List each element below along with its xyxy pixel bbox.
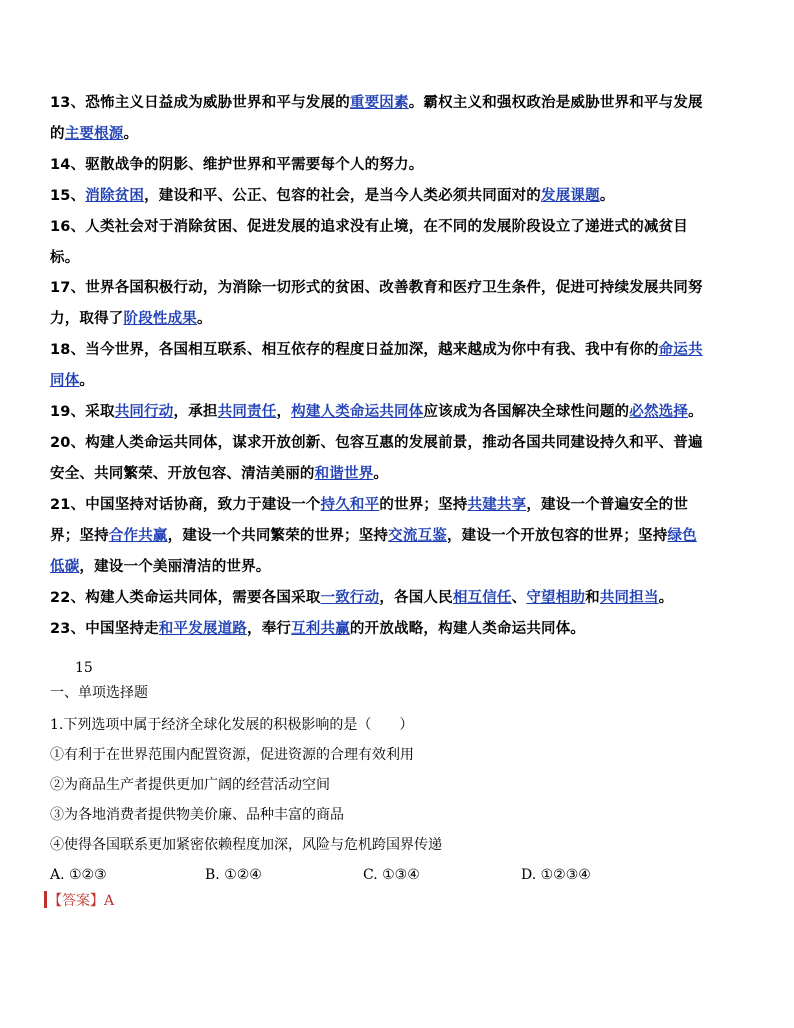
keyword: 互利共赢	[291, 621, 350, 637]
point-text: ，	[276, 404, 292, 420]
point-text: ，奉行	[247, 621, 292, 637]
point-16-line-2	[50, 249, 79, 267]
keyword: 持久和平	[320, 497, 380, 513]
keyword: 构建人类命运共同体	[291, 404, 424, 420]
keyword: 主要根源	[64, 126, 124, 142]
point-14	[50, 156, 423, 174]
point-text: 的世界；坚持	[379, 497, 468, 513]
keyword: 共同责任	[217, 404, 277, 420]
point-number: 23	[50, 621, 71, 637]
point-text: 、驱散战争的阴影、维护世界和平需要每个人的努力。	[70, 157, 424, 173]
section-number: 15	[75, 660, 93, 676]
option-d: D. ①②③④	[521, 867, 591, 883]
point-text: ，建设一个普遍安全的世	[526, 497, 689, 513]
point-text: 力，取得了	[50, 311, 124, 327]
question-item: ②为商品生产者提供更加广阔的经营活动空间	[50, 777, 330, 793]
point-text: ，建设和平、公正、包容的社会，是当今人类必须共同面对的	[144, 188, 542, 204]
keyword: 必然选择	[629, 404, 689, 420]
keyword: 合作共赢	[108, 528, 168, 544]
point-number: 20	[50, 435, 71, 451]
point-text: 。	[197, 311, 212, 327]
point-22	[50, 589, 673, 607]
option-b: B. ①②④	[205, 867, 262, 883]
point-text: ，建设一个开放包容的世界；坚持	[446, 528, 668, 544]
point-13-line-1	[50, 94, 703, 112]
point-text: ，建设一个美丽清洁的世界。	[79, 559, 271, 575]
keyword: 重要因素	[349, 95, 409, 111]
point-text: 、	[70, 188, 86, 204]
keyword: 一致行动	[320, 590, 380, 606]
point-number: 14	[50, 157, 71, 173]
point-text: 、构建人类命运共同体，谋求开放创新、包容互惠的发展前景，推动各国共同建设持久和平、普遍	[70, 435, 703, 451]
point-text: 、构建人类命运共同体，需要各国采取	[70, 590, 321, 606]
keyword: 绿色	[667, 528, 697, 544]
point-number: 15	[50, 188, 71, 204]
keyword: 和谐世界	[314, 466, 374, 482]
point-text: 、中国坚持对话协商，致力于建设一个	[70, 497, 321, 513]
point-18-line-2	[50, 372, 94, 390]
point-text: 、当今世界，各国相互联系、相互依存的程度日益加深，越来越成为你中有我、我中有你的	[70, 342, 659, 358]
option-c: C. ①③④	[363, 867, 420, 883]
question-item: ③为各地消费者提供物美价廉、品种丰富的商品	[50, 807, 344, 823]
keyword: 共同担当	[599, 590, 659, 606]
point-text: 应该成为各国解决全球性问题的	[423, 404, 630, 420]
keyword: 同体	[50, 373, 80, 389]
keyword: 低碳	[50, 559, 80, 575]
question-item: ④使得各国联系更加紧密依赖程度加深，风险与危机跨国界传递	[50, 837, 442, 853]
keyword: 守望相助	[526, 590, 586, 606]
point-number: 19	[50, 404, 71, 420]
point-text: ，各国人民	[379, 590, 453, 606]
point-text: 。	[688, 404, 703, 420]
point-text: 、中国坚持走	[70, 621, 159, 637]
point-number: 18	[50, 342, 71, 358]
point-text: 界；坚持	[50, 528, 109, 544]
point-17-line-1	[50, 279, 703, 297]
point-text: 、采取	[70, 404, 115, 420]
answer	[48, 890, 114, 910]
point-21-line-1	[50, 496, 688, 514]
keyword: 命运共	[658, 342, 703, 358]
point-text: 的开放战略，构建人类命运共同体。	[349, 621, 586, 637]
point-15	[50, 187, 615, 205]
point-text: 。	[599, 188, 615, 204]
answer-value: A	[104, 893, 115, 909]
point-text: 。霸权主义和强权政治是威胁世界和平与发展	[408, 95, 703, 111]
question-stem: 1.下列选项中属于经济全球化发展的积极影响的是（ ）	[50, 717, 414, 733]
point-number: 16	[50, 219, 71, 235]
keyword: 发展课题	[541, 188, 600, 204]
point-text: 和	[585, 590, 600, 606]
point-19	[50, 403, 703, 421]
point-text: 、人类社会对于消除贫困、促进发展的追求没有止境，在不同的发展阶段设立了递进式的减贫目	[70, 219, 688, 235]
point-20-line-2	[50, 465, 388, 483]
keyword: 消除贫困	[85, 188, 145, 204]
question-item: ①有利于在世界范围内配置资源，促进资源的合理有效利用	[50, 747, 414, 763]
point-text: 、世界各国积极行动，为消除一切形式的贫困、改善教育和医疗卫生条件，促进可持续发展共同努	[70, 280, 703, 296]
point-text: 、	[511, 590, 527, 606]
point-number: 17	[50, 280, 71, 296]
point-text: 。	[79, 373, 95, 389]
keyword: 和平发展道路	[158, 621, 247, 637]
point-13-line-2	[50, 125, 138, 143]
point-text: 标。	[50, 250, 80, 266]
point-17-line-2	[50, 310, 212, 328]
point-20-line-1	[50, 434, 703, 452]
point-number: 21	[50, 497, 71, 513]
point-21-line-2	[50, 527, 697, 545]
keyword: 阶段性成果	[123, 311, 197, 327]
point-21-line-3	[50, 558, 271, 576]
point-text: ，承担	[173, 404, 218, 420]
point-18-line-1	[50, 341, 703, 359]
point-text: 。	[123, 126, 139, 142]
point-number: 13	[50, 95, 71, 111]
answer-label: 【答案】	[48, 893, 104, 909]
keyword: 交流互鉴	[388, 528, 447, 544]
point-number: 22	[50, 590, 71, 606]
point-text: 的	[50, 126, 65, 142]
point-16-line-1	[50, 218, 688, 236]
keyword: 共建共享	[467, 497, 527, 513]
point-text: 。	[373, 466, 389, 482]
point-text: 。	[658, 590, 674, 606]
point-text: 、恐怖主义日益成为威胁世界和平与发展的	[70, 95, 350, 111]
keyword: 相互信任	[452, 590, 512, 606]
point-23	[50, 620, 585, 638]
keyword: 共同行动	[114, 404, 174, 420]
point-text: 安全、共同繁荣、开放包容、清洁美丽的	[50, 466, 315, 482]
point-text: ，建设一个共同繁荣的世界；坚持	[167, 528, 389, 544]
option-a: A. ①②③	[50, 867, 107, 883]
section-heading: 一、单项选择题	[50, 685, 148, 701]
answer-marker	[44, 891, 47, 908]
